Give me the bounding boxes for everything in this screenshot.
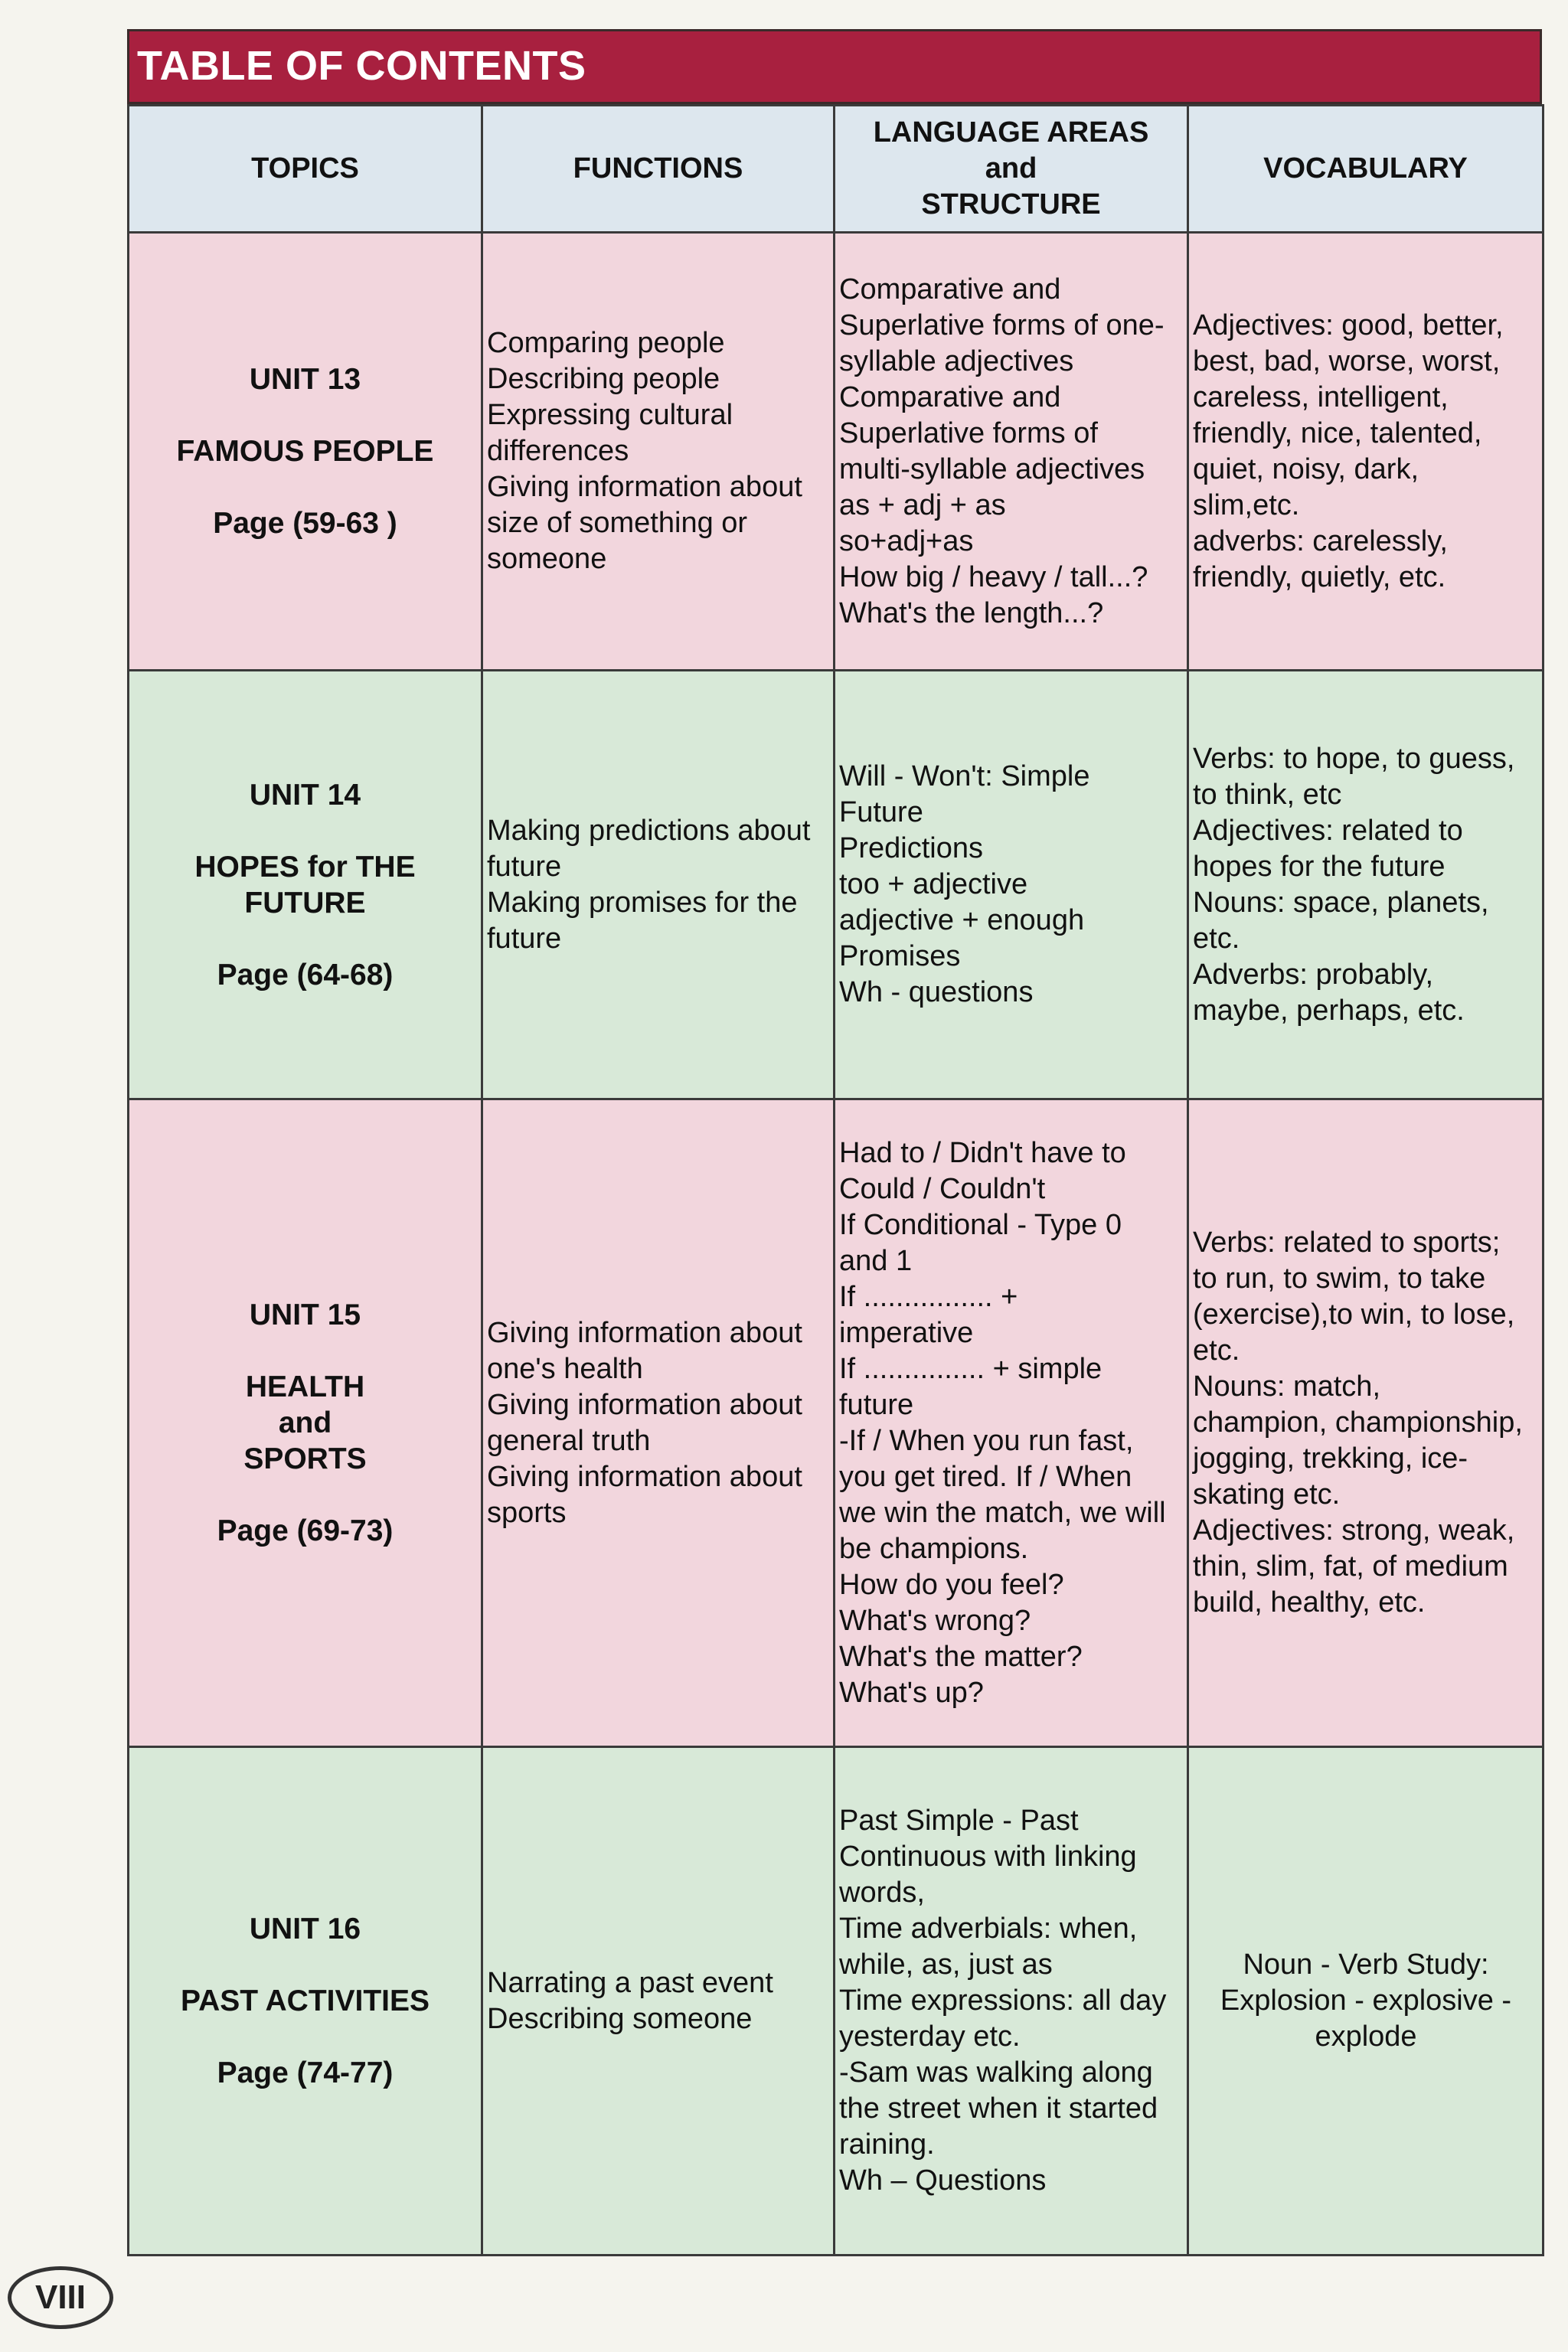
- language-cell: Had to / Didn't have to Could / Couldn't If Conditional - Type 0 and 1 If ................ + imperative If ............... + simple future -If / When you run fast, you get tired. If / When we win the match, we will be champions. How do you feel? What's wrong? What's the matter? What's up?: [835, 1099, 1188, 1747]
- functions-cell: Narrating a past event Describing someone: [482, 1747, 835, 2256]
- vocabulary-cell: Noun - Verb Study: Explosion - explosive - explode: [1188, 1747, 1544, 2256]
- unit-topic: FAMOUS PEOPLE: [176, 435, 434, 468]
- table-title: TABLE OF CONTENTS: [127, 29, 1542, 104]
- language-cell: Comparative and Superlative forms of one- syllable adjectives Comparative and Superlative forms of multi-syllable adjectives as + adj + as so+adj+as How big / heavy / tall...? What's the length...?: [835, 233, 1188, 671]
- functions-cell: Making predictions about future Making promises for the future: [482, 671, 835, 1099]
- unit-row-15: [129, 1099, 1544, 1747]
- header-functions: FUNCTIONS: [482, 106, 835, 233]
- topic-cell: [129, 233, 482, 671]
- page-number-badge: VIII: [8, 2266, 113, 2329]
- unit-label: UNIT 16: [249, 1913, 361, 1945]
- contents-table: [127, 104, 1544, 2256]
- topic-cell: [129, 671, 482, 1099]
- unit-label: UNIT 13: [249, 363, 361, 396]
- unit-page: Page (59-63 ): [213, 507, 397, 540]
- header-language: [835, 106, 1188, 233]
- header-vocabulary: VOCABULARY: [1188, 106, 1544, 233]
- unit-topic: and: [278, 1406, 332, 1439]
- header-language-line2: and: [985, 152, 1037, 185]
- topic-cell: [129, 1099, 482, 1747]
- unit-label: UNIT 15: [249, 1298, 361, 1331]
- vocabulary-cell: Verbs: to hope, to guess, to think, etc Adjectives: related to hopes for the future Nouns: space, planets, etc. Adverbs: probably, maybe, perhaps, etc.: [1188, 671, 1544, 1099]
- header-topics: TOPICS: [129, 106, 482, 233]
- header-row: [129, 106, 1544, 233]
- unit-topic: HEALTH: [245, 1370, 365, 1403]
- unit-topic: HOPES for THE: [194, 850, 416, 884]
- vocabulary-cell: Verbs: related to sports; to run, to swim, to take (exercise),to win, to lose, etc. Nouns: match, champion, championship, jogging, trekking, ice- skating etc. Adjectives: strong, weak, thin, slim, fat, of medium build, healthy, etc.: [1188, 1099, 1544, 1747]
- unit-label: UNIT 14: [249, 778, 361, 812]
- header-language-line3: STRUCTURE: [921, 188, 1101, 220]
- unit-row-16: [129, 1747, 1544, 2256]
- functions-cell: Comparing people Describing people Expressing cultural differences Giving information about size of something or someone: [482, 233, 835, 671]
- vocabulary-cell: Adjectives: good, better, best, bad, worse, worst, careless, intelligent, friendly, nice, talented, quiet, noisy, dark, slim,etc. adverbs: carelessly, friendly, quietly, etc.: [1188, 233, 1544, 671]
- unit-row-14: [129, 671, 1544, 1099]
- language-cell: Past Simple - Past Continuous with linking words, Time adverbials: when, while, as, just as Time expressions: all day yesterday etc. -Sam was walking along the street when it started raining. Wh – Questions: [835, 1747, 1188, 2256]
- unit-page: Page (69-73): [217, 1514, 394, 1547]
- functions-cell: Giving information about one's health Giving information about general truth Giving information about sports: [482, 1099, 835, 1747]
- header-language-line1: LANGUAGE AREAS: [873, 116, 1149, 149]
- unit-row-13: [129, 233, 1544, 671]
- unit-page: Page (74-77): [217, 2056, 394, 2089]
- unit-topic: SPORTS: [243, 1442, 367, 1475]
- unit-page: Page (64-68): [217, 958, 394, 991]
- unit-topic: PAST ACTIVITIES: [180, 1984, 430, 2017]
- language-cell: Will - Won't: Simple Future Predictions too + adjective adjective + enough Promises Wh - questions: [835, 671, 1188, 1099]
- topic-cell: [129, 1747, 482, 2256]
- unit-topic: FUTURE: [244, 886, 366, 920]
